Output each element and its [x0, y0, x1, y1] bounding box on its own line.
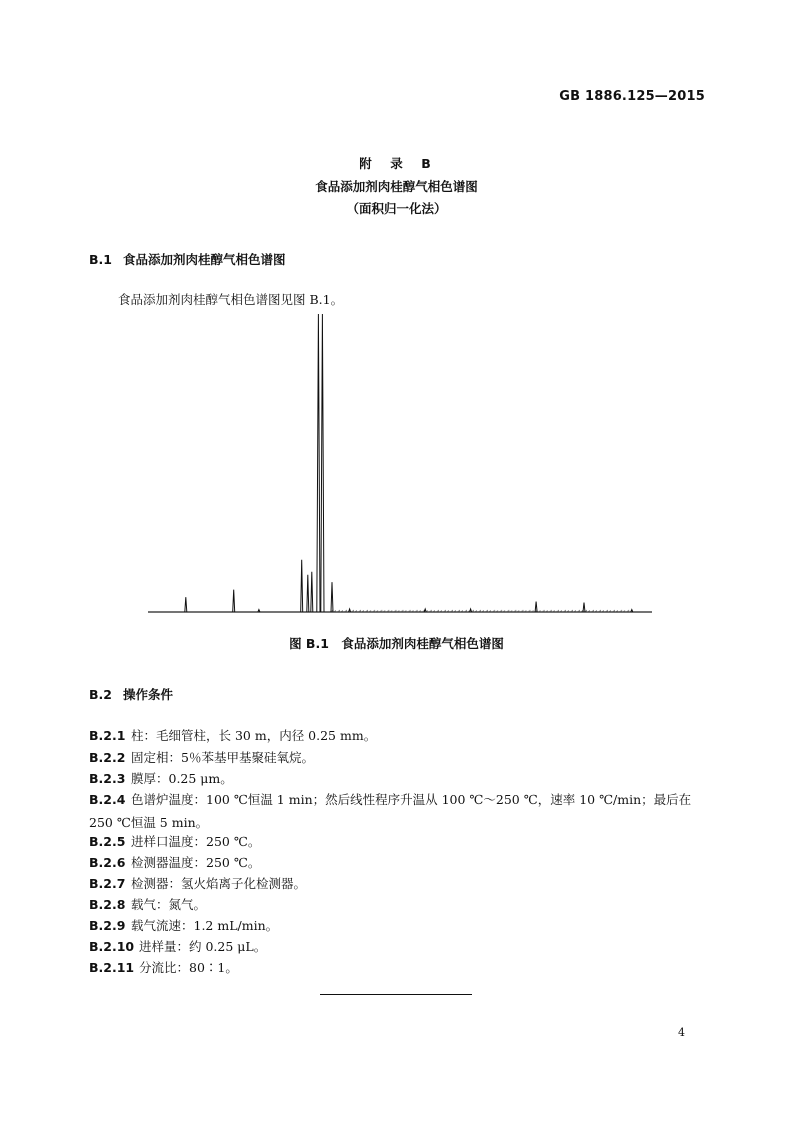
- condition-item: [89, 876, 306, 892]
- condition-text: 分流比：80∶1。: [139, 960, 238, 975]
- condition-number: B.2.6: [89, 855, 126, 870]
- section-b1-intro: 食品添加剂肉桂醇气相色谱图见图 B.1。: [118, 292, 344, 307]
- condition-item: [89, 750, 314, 766]
- condition-text: 检测器温度：250 ℃。: [131, 855, 261, 870]
- condition-number: B.2.3: [89, 771, 126, 786]
- condition-text: 进样量：约 0.25 μL。: [139, 939, 267, 954]
- condition-item: [89, 939, 266, 955]
- condition-text: 柱：毛细管柱，长 30 m，内径 0.25 mm。: [131, 728, 377, 743]
- section-b1-title: 食品添加剂肉桂醇气相色谱图: [123, 252, 286, 267]
- condition-item: [89, 834, 260, 850]
- condition-number: B.2.1: [89, 728, 126, 743]
- condition-item: [89, 728, 376, 744]
- condition-continuation: 250 ℃恒温 5 min。: [89, 815, 209, 830]
- condition-item: [89, 771, 233, 787]
- chromatogram-peak-4: [301, 560, 303, 612]
- chromatogram-chart: [140, 312, 660, 622]
- condition-number: B.2.7: [89, 876, 126, 891]
- chromatogram-peak-13: [535, 602, 537, 612]
- section-b1-heading: [89, 250, 286, 268]
- chromatogram-peak-5: [307, 575, 309, 612]
- condition-text: 检测器：氢火焰离子化检测器。: [131, 876, 307, 891]
- chromatogram-peak-1: [185, 597, 187, 612]
- page-number: 4: [678, 1026, 685, 1039]
- condition-text: 色谱炉温度：100 ℃恒温 1 min；然后线性程序升温从 100 ℃～250 ℃，速率 10 ℃/min；最后在: [131, 792, 692, 807]
- appendix-label: 附 录 B: [359, 156, 434, 171]
- end-rule: [320, 994, 472, 995]
- chromatogram-peak-7: [317, 314, 320, 612]
- condition-item: [89, 792, 691, 808]
- chromatogram-peak-2: [233, 590, 235, 612]
- appendix-subtitle: （面积归一化法）: [346, 201, 447, 216]
- condition-text: 进样口温度：250 ℃。: [131, 834, 261, 849]
- figure-caption: 图 B.1 食品添加剂肉桂醇气相色谱图: [289, 636, 504, 651]
- condition-number: B.2.8: [89, 897, 126, 912]
- chromatogram-peak-6: [311, 572, 313, 612]
- condition-item: [89, 897, 206, 913]
- condition-item: [89, 960, 238, 976]
- section-b2-heading: [89, 685, 173, 703]
- chromatogram-peak-8: [321, 314, 324, 612]
- section-b2-number: B.2: [89, 687, 112, 702]
- appendix-title: 食品添加剂肉桂醇气相色谱图: [315, 179, 478, 194]
- condition-number: B.2.10: [89, 939, 135, 954]
- condition-text: 载气：氮气。: [131, 897, 207, 912]
- condition-number: B.2.2: [89, 750, 126, 765]
- condition-text: 载气流速：1.2 mL/min。: [131, 918, 279, 933]
- chromatogram-peak-9: [331, 582, 333, 612]
- chromatogram-peak-14: [583, 603, 585, 613]
- condition-item: [89, 855, 260, 871]
- condition-number: B.2.11: [89, 960, 135, 975]
- condition-number: B.2.5: [89, 834, 126, 849]
- condition-text: 固定相：5％苯基甲基聚硅氧烷。: [131, 750, 314, 765]
- condition-item: [89, 918, 278, 934]
- standard-number: GB 1886.125—2015: [559, 89, 705, 104]
- section-b2-title: 操作条件: [123, 687, 174, 702]
- condition-number: B.2.9: [89, 918, 126, 933]
- section-b1-number: B.1: [89, 252, 112, 267]
- condition-text: 膜厚：0.25 μm。: [131, 771, 233, 786]
- condition-number: B.2.4: [89, 792, 126, 807]
